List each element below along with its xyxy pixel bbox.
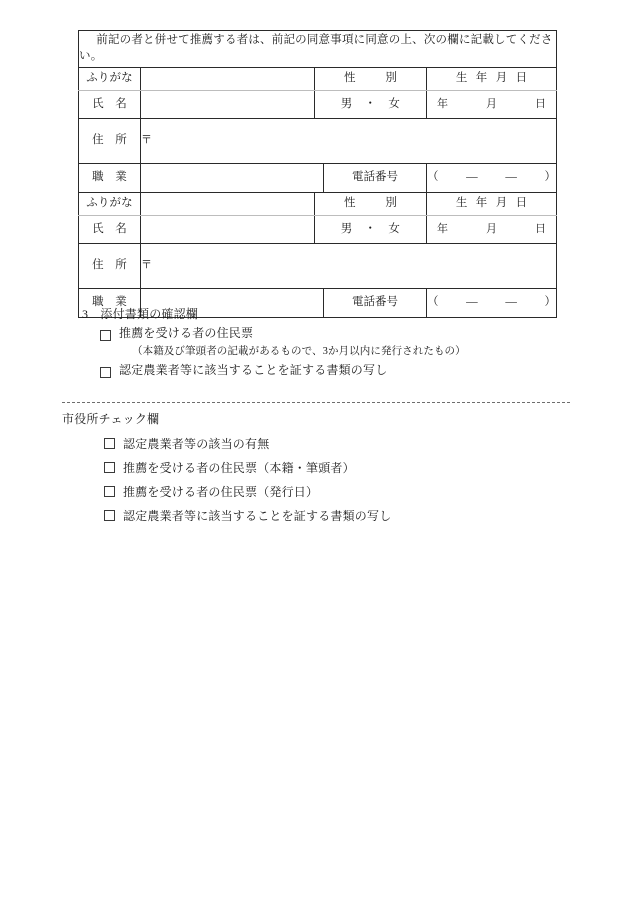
- table-row-name: [79, 91, 557, 119]
- table-row-address: [79, 119, 557, 164]
- instruction-line-2: い。: [79, 50, 103, 62]
- cityhall-section-title: 市役所チェック欄: [62, 412, 160, 426]
- field-address-value-2[interactable]: [141, 244, 557, 289]
- table-row-furigana-2: [79, 193, 557, 216]
- tel-paren-open: （: [427, 171, 439, 184]
- recommender-form-table: [78, 30, 557, 321]
- tel-paren-close: ）: [544, 171, 557, 184]
- birthdate-units-label: 年 月 日: [437, 98, 547, 111]
- telephone-pattern: [427, 170, 556, 186]
- attachment-checkbox-item-2[interactable]: [82, 364, 466, 378]
- field-furigana-value-2[interactable]: [141, 193, 315, 216]
- cityhall-section: [62, 410, 391, 531]
- gender-header-label-2: 性 別: [344, 197, 397, 210]
- label-address: 住 所: [79, 119, 141, 164]
- label-name: 氏 名: [79, 91, 141, 119]
- cityhall-checkbox-item-4[interactable]: [62, 507, 391, 524]
- tel-paren-close-2: ）: [544, 296, 557, 309]
- tel-dash-2-2: ―: [505, 296, 517, 309]
- cityhall-checkbox-item-3[interactable]: [62, 483, 391, 500]
- birthdate-header-label-2: 生年月日: [455, 197, 528, 210]
- cityhall-item-label-1: 認定農業者等の該当の有無: [123, 437, 270, 451]
- attachment-note: （本籍及び筆頭者の記載があるもので、3か月以内に発行されたもの）: [132, 346, 466, 357]
- cityhall-checkbox-item-1[interactable]: [62, 435, 391, 452]
- attachment-checkbox-item-1[interactable]: [82, 327, 466, 341]
- field-name-value[interactable]: [141, 91, 315, 119]
- attachment-item-label-2: 認定農業者等に該当することを証する書類の写し: [119, 362, 388, 377]
- birthdate-header-cell-2: [427, 193, 557, 216]
- birthdate-header-cell: [427, 68, 557, 91]
- field-address-value[interactable]: [141, 119, 557, 164]
- table-row-furigana: [79, 68, 557, 91]
- postal-code-icon: 〒: [141, 134, 152, 147]
- field-telephone-value[interactable]: [427, 164, 557, 193]
- instruction-banner: [79, 31, 557, 68]
- gender-header-cell-2: [315, 193, 427, 216]
- birthdate-header-label: 生年月日: [455, 72, 528, 85]
- instruction-banner-row: [79, 31, 557, 68]
- gender-header-label: 性 別: [344, 72, 397, 85]
- gender-options-label-2: 男 ・ 女: [340, 222, 401, 235]
- gender-header-cell: [315, 68, 427, 91]
- tel-dash-2: ―: [505, 171, 517, 184]
- label-occupation-2: 職 業: [79, 289, 141, 318]
- tel-dash-1: ―: [466, 171, 478, 184]
- field-gender-value-2[interactable]: [315, 216, 427, 244]
- table-row-address-2: [79, 244, 557, 289]
- tel-paren-open-2: （: [427, 296, 439, 309]
- field-name-value-2[interactable]: [141, 216, 315, 244]
- field-gender-value[interactable]: [315, 91, 427, 119]
- cityhall-checklist: [62, 435, 391, 524]
- cityhall-checkbox-item-2[interactable]: [62, 459, 391, 476]
- attachment-item-label-1: 推薦を受ける者の住民票: [119, 326, 254, 340]
- checkbox-icon[interactable]: [100, 367, 111, 378]
- field-birthdate-value-2[interactable]: [427, 216, 557, 244]
- checkbox-icon[interactable]: [104, 510, 115, 521]
- tel-dash-1-2: ―: [466, 296, 478, 309]
- checkbox-icon[interactable]: [100, 330, 111, 341]
- label-telephone: 電話番号: [324, 164, 427, 193]
- checkbox-icon[interactable]: [104, 462, 115, 473]
- label-name-2: 氏 名: [79, 216, 141, 244]
- label-furigana-2: ふりがな: [79, 193, 141, 216]
- label-address-2: 住 所: [79, 244, 141, 289]
- attachments-section: [82, 308, 466, 384]
- birthdate-units-label-2: 年 月 日: [437, 223, 547, 236]
- field-furigana-value[interactable]: [141, 68, 315, 91]
- checkbox-icon[interactable]: [104, 438, 115, 449]
- attachments-section-title: 3 添付書類の確認欄: [82, 307, 199, 321]
- checkbox-icon[interactable]: [104, 486, 115, 497]
- label-furigana: ふりがな: [79, 68, 141, 91]
- field-occupation-value[interactable]: [141, 164, 324, 193]
- postal-code-icon-2: 〒: [141, 259, 152, 272]
- table-row-occupation: [79, 164, 557, 193]
- cityhall-item-label-2: 推薦を受ける者の住民票（本籍・筆頭者）: [123, 461, 355, 475]
- instruction-line-1: 前記の者と併せて推薦する者は、前記の同意事項に同意の上、次の欄に記載してくださ: [96, 34, 553, 47]
- gender-options-label: 男 ・ 女: [340, 97, 401, 110]
- table-row-name-2: [79, 216, 557, 244]
- label-occupation: 職 業: [79, 164, 141, 193]
- cityhall-item-label-3: 推薦を受ける者の住民票（発行日）: [123, 485, 319, 499]
- field-birthdate-value[interactable]: [427, 91, 557, 119]
- section-divider: [62, 402, 570, 403]
- cityhall-item-label-4: 認定農業者等に該当することを証する書類の写し: [123, 509, 392, 523]
- label-telephone-2: 電話番号: [324, 289, 427, 318]
